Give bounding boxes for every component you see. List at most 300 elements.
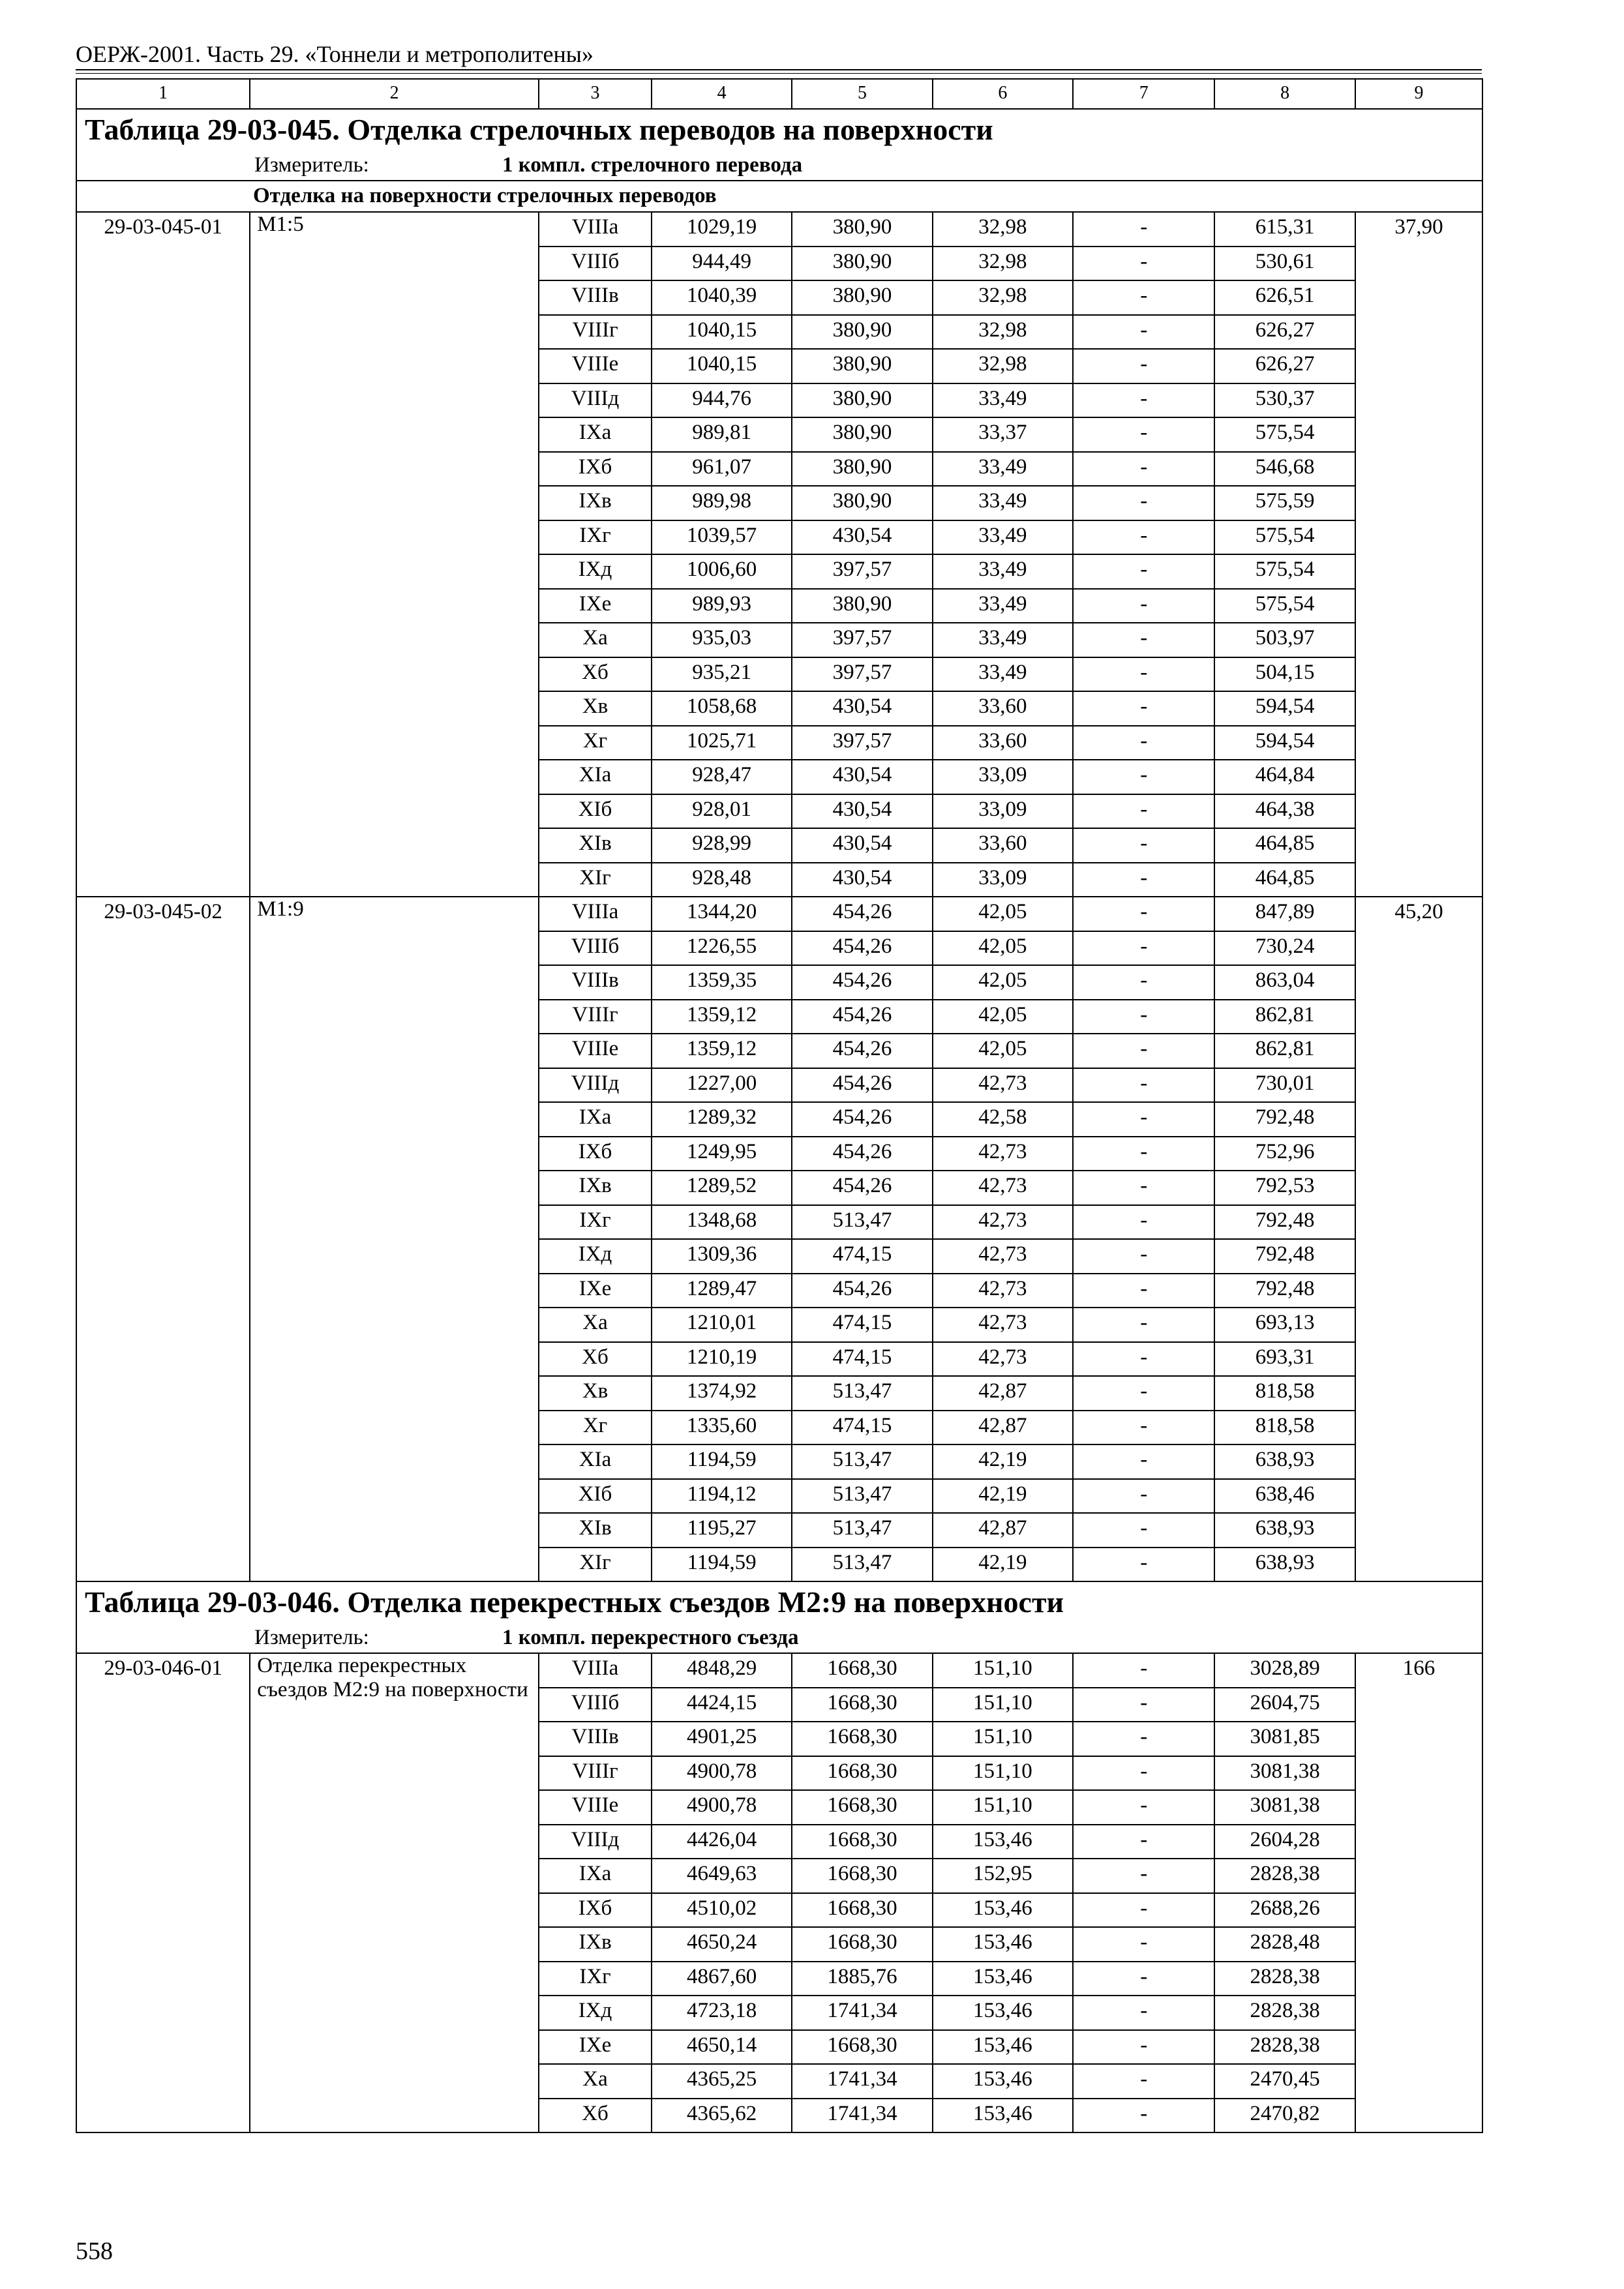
machine-cost: 33,60 [933, 691, 1073, 726]
operator-wages: - [1073, 2030, 1214, 2065]
wages: 380,90 [792, 247, 932, 281]
norm-code: 29-03-045-01 [76, 212, 250, 897]
machine-cost: 42,87 [933, 1376, 1073, 1411]
switch-type: IXб [539, 452, 652, 486]
operator-wages: - [1073, 349, 1214, 383]
switch-type: VIIIд [539, 1825, 652, 1859]
machine-cost: 42,73 [933, 1068, 1073, 1103]
operator-wages: - [1073, 247, 1214, 281]
switch-type: Xг [539, 1411, 652, 1445]
machine-cost: 42,87 [933, 1411, 1073, 1445]
materials-cost: 575,54 [1214, 417, 1355, 452]
materials-cost: 2828,38 [1214, 1962, 1355, 1996]
materials-cost: 464,85 [1214, 863, 1355, 897]
materials-cost: 2470,82 [1214, 2099, 1355, 2133]
operator-wages: - [1073, 1342, 1214, 1377]
switch-type: Xв [539, 1376, 652, 1411]
section-row [76, 181, 1482, 212]
wages: 454,26 [792, 965, 932, 1000]
machine-cost: 42,73 [933, 1342, 1073, 1377]
materials-cost: 693,31 [1214, 1342, 1355, 1377]
materials-cost: 2828,38 [1214, 1859, 1355, 1893]
switch-type: VIIIв [539, 965, 652, 1000]
operator-wages: - [1073, 931, 1214, 966]
operator-wages: - [1073, 1479, 1214, 1514]
labor-cost: 166 [1355, 1653, 1482, 2132]
operator-wages: - [1073, 520, 1214, 555]
wages: 454,26 [792, 931, 932, 966]
operator-wages: - [1073, 1034, 1214, 1068]
total-cost: 4649,63 [652, 1859, 792, 1893]
machine-cost: 32,98 [933, 280, 1073, 315]
materials-cost: 575,54 [1214, 520, 1355, 555]
materials-cost: 2828,38 [1214, 1996, 1355, 2030]
switch-type: VIIIе [539, 1790, 652, 1825]
materials-cost: 464,85 [1214, 828, 1355, 863]
wages: 454,26 [792, 897, 932, 931]
total-cost: 1249,95 [652, 1137, 792, 1171]
total-cost: 1309,36 [652, 1239, 792, 1274]
total-cost: 1289,32 [652, 1102, 792, 1137]
machine-cost: 151,10 [933, 1790, 1073, 1825]
operator-wages: - [1073, 2064, 1214, 2099]
total-cost: 1195,27 [652, 1513, 792, 1548]
operator-wages: - [1073, 1376, 1214, 1411]
total-cost: 944,49 [652, 247, 792, 281]
switch-type: VIIIд [539, 1068, 652, 1103]
operator-wages: - [1073, 554, 1214, 589]
wages: 474,15 [792, 1411, 932, 1445]
machine-cost: 153,46 [933, 2030, 1073, 2065]
column-number: 9 [1355, 79, 1482, 109]
switch-type: XIб [539, 794, 652, 829]
column-number: 2 [250, 79, 539, 109]
machine-cost: 32,98 [933, 349, 1073, 383]
total-cost: 1335,60 [652, 1411, 792, 1445]
page-number: 558 [76, 2237, 113, 2265]
materials-cost: 792,48 [1214, 1274, 1355, 1308]
machine-cost: 153,46 [933, 1927, 1073, 1962]
wages: 454,26 [792, 1171, 932, 1205]
switch-type: Xв [539, 691, 652, 726]
switch-type: IXб [539, 1893, 652, 1928]
operator-wages: - [1073, 1548, 1214, 1582]
wages: 1741,34 [792, 2064, 932, 2099]
column-number: 8 [1214, 79, 1355, 109]
operator-wages: - [1073, 417, 1214, 452]
switch-type: XIг [539, 1548, 652, 1582]
wages: 1668,30 [792, 1893, 932, 1928]
table-title: Таблица 29-03-046. Отделка перекрестных съездов М2:9 на поверхности [76, 1581, 1482, 1624]
switch-type: VIIIг [539, 1000, 652, 1034]
operator-wages: - [1073, 897, 1214, 931]
switch-type: Xб [539, 1342, 652, 1377]
wages: 430,54 [792, 863, 932, 897]
total-cost: 961,07 [652, 452, 792, 486]
table-title-row [76, 109, 1482, 151]
operator-wages: - [1073, 1688, 1214, 1722]
price-table [76, 78, 1483, 2133]
materials-cost: 2470,45 [1214, 2064, 1355, 2099]
wages: 1668,30 [792, 1756, 932, 1791]
machine-cost: 151,10 [933, 1756, 1073, 1791]
switch-type: IXе [539, 589, 652, 623]
switch-type: VIIIа [539, 1653, 652, 1688]
materials-cost: 730,24 [1214, 931, 1355, 966]
table-row [76, 1653, 1482, 1688]
machine-cost: 33,49 [933, 452, 1073, 486]
total-cost: 4426,04 [652, 1825, 792, 1859]
switch-type: VIIIв [539, 1722, 652, 1756]
machine-cost: 33,49 [933, 520, 1073, 555]
meter-label: Измеритель: [254, 1626, 369, 1649]
operator-wages: - [1073, 1137, 1214, 1171]
total-cost: 1025,71 [652, 726, 792, 760]
materials-cost: 503,97 [1214, 623, 1355, 657]
total-cost: 1040,39 [652, 280, 792, 315]
materials-cost: 594,54 [1214, 691, 1355, 726]
operator-wages: - [1073, 1000, 1214, 1034]
switch-type: VIIIб [539, 247, 652, 281]
operator-wages: - [1073, 726, 1214, 760]
machine-cost: 33,49 [933, 554, 1073, 589]
machine-cost: 33,49 [933, 486, 1073, 520]
operator-wages: - [1073, 2099, 1214, 2133]
machine-cost: 42,05 [933, 931, 1073, 966]
materials-cost: 615,31 [1214, 212, 1355, 247]
meter-label: Измеритель: [254, 153, 369, 177]
materials-cost: 638,46 [1214, 1479, 1355, 1514]
machine-cost: 42,05 [933, 1000, 1073, 1034]
operator-wages: - [1073, 1996, 1214, 2030]
materials-cost: 464,84 [1214, 760, 1355, 794]
wages: 454,26 [792, 1034, 932, 1068]
total-cost: 928,47 [652, 760, 792, 794]
operator-wages: - [1073, 1102, 1214, 1137]
machine-cost: 33,60 [933, 828, 1073, 863]
switch-type: VIIIб [539, 931, 652, 966]
machine-cost: 33,49 [933, 589, 1073, 623]
total-cost: 4723,18 [652, 1996, 792, 2030]
machine-cost: 42,87 [933, 1513, 1073, 1548]
wages: 1668,30 [792, 1825, 932, 1859]
materials-cost: 792,48 [1214, 1239, 1355, 1274]
table-row [76, 897, 1482, 931]
total-cost: 944,76 [652, 383, 792, 418]
table-title-row [76, 1581, 1482, 1624]
materials-cost: 3028,89 [1214, 1653, 1355, 1688]
machine-cost: 42,05 [933, 965, 1073, 1000]
switch-type: IXв [539, 486, 652, 520]
materials-cost: 575,54 [1214, 589, 1355, 623]
machine-cost: 153,46 [933, 2099, 1073, 2133]
switch-type: VIIIг [539, 315, 652, 350]
total-cost: 4510,02 [652, 1893, 792, 1928]
switch-type: Xг [539, 726, 652, 760]
switch-type: IXа [539, 1859, 652, 1893]
norm-code: 29-03-045-02 [76, 897, 250, 1581]
materials-cost: 626,27 [1214, 349, 1355, 383]
operator-wages: - [1073, 1171, 1214, 1205]
total-cost: 1359,12 [652, 1034, 792, 1068]
switch-type: IXе [539, 2030, 652, 2065]
machine-cost: 32,98 [933, 247, 1073, 281]
wages: 1668,30 [792, 1653, 932, 1688]
switch-type: Xб [539, 657, 652, 692]
total-cost: 928,99 [652, 828, 792, 863]
total-cost: 989,98 [652, 486, 792, 520]
operator-wages: - [1073, 452, 1214, 486]
total-cost: 4901,25 [652, 1722, 792, 1756]
operator-wages: - [1073, 691, 1214, 726]
operator-wages: - [1073, 589, 1214, 623]
total-cost: 1006,60 [652, 554, 792, 589]
wages: 430,54 [792, 794, 932, 829]
materials-cost: 792,48 [1214, 1102, 1355, 1137]
machine-cost: 152,95 [933, 1859, 1073, 1893]
wages: 1741,34 [792, 2099, 932, 2133]
wages: 380,90 [792, 383, 932, 418]
operator-wages: - [1073, 1444, 1214, 1479]
materials-cost: 818,58 [1214, 1376, 1355, 1411]
machine-cost: 33,49 [933, 623, 1073, 657]
operator-wages: - [1073, 657, 1214, 692]
switch-type: VIIIг [539, 1756, 652, 1791]
switch-type: VIIIб [539, 1688, 652, 1722]
wages: 380,90 [792, 589, 932, 623]
table-body [76, 79, 1482, 2132]
total-cost: 1040,15 [652, 349, 792, 383]
switch-type: IXг [539, 1205, 652, 1240]
machine-cost: 42,73 [933, 1205, 1073, 1240]
materials-cost: 3081,38 [1214, 1756, 1355, 1791]
wages: 454,26 [792, 1137, 932, 1171]
materials-cost: 792,53 [1214, 1171, 1355, 1205]
switch-type: IXа [539, 1102, 652, 1137]
switch-type: IXд [539, 554, 652, 589]
total-cost: 1194,59 [652, 1444, 792, 1479]
meter-value: 1 компл. стрелочного перевода [502, 153, 803, 177]
materials-cost: 752,96 [1214, 1137, 1355, 1171]
materials-cost: 626,27 [1214, 315, 1355, 350]
section-title: Отделка на поверхности стрелочных переводов [253, 184, 717, 207]
wages: 454,26 [792, 1000, 932, 1034]
operator-wages: - [1073, 1068, 1214, 1103]
wages: 397,57 [792, 657, 932, 692]
total-cost: 1210,19 [652, 1342, 792, 1377]
operator-wages: - [1073, 1790, 1214, 1825]
wages: 430,54 [792, 520, 932, 555]
norm-code: 29-03-046-01 [76, 1653, 250, 2132]
total-cost: 1374,92 [652, 1376, 792, 1411]
total-cost: 4650,24 [652, 1927, 792, 1962]
materials-cost: 862,81 [1214, 1034, 1355, 1068]
materials-cost: 2604,75 [1214, 1688, 1355, 1722]
operator-wages: - [1073, 863, 1214, 897]
switch-type: VIIIе [539, 1034, 652, 1068]
materials-cost: 818,58 [1214, 1411, 1355, 1445]
machine-cost: 33,09 [933, 760, 1073, 794]
total-cost: 1289,47 [652, 1274, 792, 1308]
materials-cost: 3081,38 [1214, 1790, 1355, 1825]
wages: 1885,76 [792, 1962, 932, 1996]
wages: 397,57 [792, 623, 932, 657]
total-cost: 1029,19 [652, 212, 792, 247]
total-cost: 1210,01 [652, 1308, 792, 1342]
wages: 454,26 [792, 1274, 932, 1308]
operator-wages: - [1073, 1274, 1214, 1308]
materials-cost: 464,38 [1214, 794, 1355, 829]
operator-wages: - [1073, 1653, 1214, 1688]
wages: 380,90 [792, 315, 932, 350]
switch-type: Xб [539, 2099, 652, 2133]
total-cost: 928,01 [652, 794, 792, 829]
wages: 1668,30 [792, 2030, 932, 2065]
operator-wages: - [1073, 315, 1214, 350]
total-cost: 1348,68 [652, 1205, 792, 1240]
wages: 430,54 [792, 828, 932, 863]
machine-cost: 153,46 [933, 1996, 1073, 2030]
meter-row [76, 1624, 1482, 1653]
column-number: 4 [652, 79, 792, 109]
meter-cell [76, 151, 1482, 181]
meter-row [76, 151, 1482, 181]
total-cost: 4424,15 [652, 1688, 792, 1722]
materials-cost: 638,93 [1214, 1548, 1355, 1582]
materials-cost: 2604,28 [1214, 1825, 1355, 1859]
switch-type: VIIIд [539, 383, 652, 418]
header-rule-thin [76, 73, 1482, 74]
wages: 380,90 [792, 280, 932, 315]
switch-type: IXд [539, 1996, 652, 2030]
materials-cost: 530,61 [1214, 247, 1355, 281]
materials-cost: 626,51 [1214, 280, 1355, 315]
total-cost: 1058,68 [652, 691, 792, 726]
switch-type: IXв [539, 1927, 652, 1962]
operator-wages: - [1073, 1513, 1214, 1548]
total-cost: 1040,15 [652, 315, 792, 350]
machine-cost: 42,19 [933, 1444, 1073, 1479]
column-number: 6 [933, 79, 1073, 109]
wages: 1668,30 [792, 1790, 932, 1825]
wages: 380,90 [792, 452, 932, 486]
operator-wages: - [1073, 1308, 1214, 1342]
total-cost: 928,48 [652, 863, 792, 897]
total-cost: 1194,59 [652, 1548, 792, 1582]
materials-cost: 862,81 [1214, 1000, 1355, 1034]
running-header: ОЕРЖ-2001. Часть 29. «Тоннели и метрополитены» [76, 41, 594, 67]
operator-wages: - [1073, 760, 1214, 794]
table-title: Таблица 29-03-045. Отделка стрелочных переводов на поверхности [76, 109, 1482, 151]
wages: 1668,30 [792, 1722, 932, 1756]
wages: 430,54 [792, 691, 932, 726]
column-number: 1 [76, 79, 250, 109]
machine-cost: 42,19 [933, 1548, 1073, 1582]
column-number-row [76, 79, 1482, 109]
machine-cost: 151,10 [933, 1722, 1073, 1756]
materials-cost: 2688,26 [1214, 1893, 1355, 1928]
machine-cost: 153,46 [933, 1962, 1073, 1996]
labor-cost: 45,20 [1355, 897, 1482, 1581]
wages: 474,15 [792, 1239, 932, 1274]
machine-cost: 33,37 [933, 417, 1073, 452]
machine-cost: 153,46 [933, 1893, 1073, 1928]
switch-type: IXд [539, 1239, 652, 1274]
wages: 380,90 [792, 349, 932, 383]
switch-type: VIIIе [539, 349, 652, 383]
machine-cost: 42,19 [933, 1479, 1073, 1514]
total-cost: 989,93 [652, 589, 792, 623]
section-cell [76, 181, 1482, 212]
switch-type: XIа [539, 1444, 652, 1479]
norm-name: Отделка перекрестных съездов М2:9 на поверхности [250, 1653, 539, 2132]
total-cost: 4900,78 [652, 1756, 792, 1791]
operator-wages: - [1073, 486, 1214, 520]
switch-type: IXг [539, 520, 652, 555]
machine-cost: 153,46 [933, 2064, 1073, 2099]
materials-cost: 2828,38 [1214, 2030, 1355, 2065]
wages: 513,47 [792, 1513, 932, 1548]
norm-name: М1:5 [250, 212, 539, 897]
operator-wages: - [1073, 1927, 1214, 1962]
machine-cost: 42,73 [933, 1308, 1073, 1342]
machine-cost: 153,46 [933, 1825, 1073, 1859]
operator-wages: - [1073, 623, 1214, 657]
wages: 380,90 [792, 212, 932, 247]
machine-cost: 33,49 [933, 657, 1073, 692]
machine-cost: 32,98 [933, 212, 1073, 247]
total-cost: 4867,60 [652, 1962, 792, 1996]
total-cost: 4900,78 [652, 1790, 792, 1825]
operator-wages: - [1073, 280, 1214, 315]
switch-type: IXе [539, 1274, 652, 1308]
machine-cost: 42,58 [933, 1102, 1073, 1137]
operator-wages: - [1073, 965, 1214, 1000]
switch-type: XIг [539, 863, 652, 897]
machine-cost: 42,73 [933, 1239, 1073, 1274]
machine-cost: 33,49 [933, 383, 1073, 418]
operator-wages: - [1073, 1205, 1214, 1240]
switch-type: VIIIв [539, 280, 652, 315]
wages: 513,47 [792, 1444, 932, 1479]
norm-name: М1:9 [250, 897, 539, 1581]
switch-type: XIа [539, 760, 652, 794]
operator-wages: - [1073, 1239, 1214, 1274]
table-row [76, 212, 1482, 247]
materials-cost: 863,04 [1214, 965, 1355, 1000]
operator-wages: - [1073, 1722, 1214, 1756]
materials-cost: 546,68 [1214, 452, 1355, 486]
machine-cost: 42,73 [933, 1171, 1073, 1205]
switch-type: IXб [539, 1137, 652, 1171]
total-cost: 1226,55 [652, 931, 792, 966]
switch-type: Xа [539, 1308, 652, 1342]
materials-cost: 575,54 [1214, 554, 1355, 589]
materials-cost: 575,59 [1214, 486, 1355, 520]
wages: 430,54 [792, 760, 932, 794]
switch-type: XIб [539, 1479, 652, 1514]
wages: 1741,34 [792, 1996, 932, 2030]
wages: 397,57 [792, 554, 932, 589]
wages: 1668,30 [792, 1859, 932, 1893]
machine-cost: 42,73 [933, 1274, 1073, 1308]
header-rule [76, 69, 1482, 70]
switch-type: IXв [539, 1171, 652, 1205]
materials-cost: 638,93 [1214, 1513, 1355, 1548]
machine-cost: 33,60 [933, 726, 1073, 760]
operator-wages: - [1073, 1756, 1214, 1791]
wages: 513,47 [792, 1376, 932, 1411]
